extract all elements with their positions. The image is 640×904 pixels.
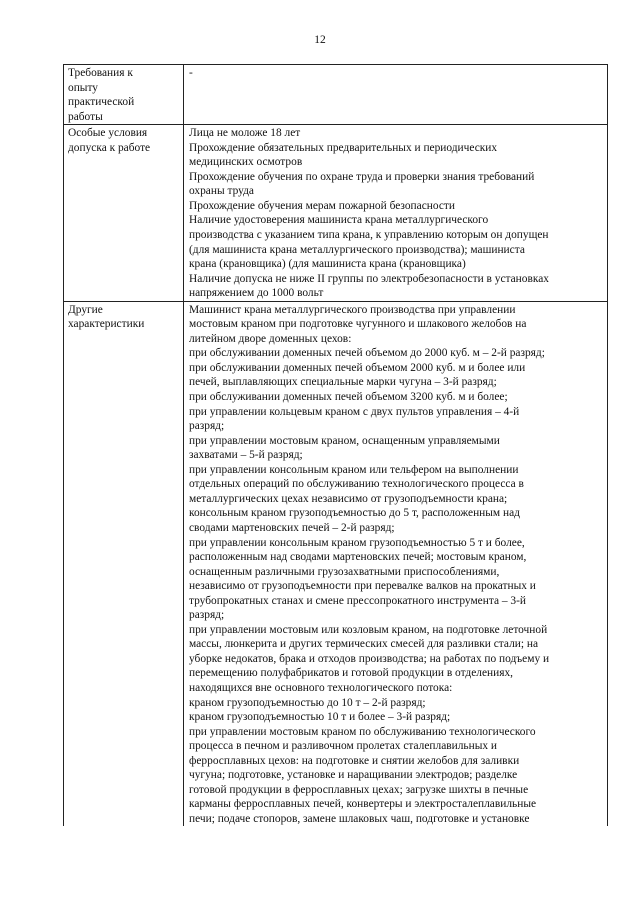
row-value-line: Лица не моложе 18 лет: [189, 127, 301, 140]
row-value-line: процесса в печном и разливочном пролетах сталеплавильных и: [189, 740, 497, 753]
row-value-cell: [184, 301, 608, 826]
row-value-line: Прохождение обучения мерам пожарной безопасности: [189, 199, 455, 212]
row-value-line: отдельных операций по обслуживанию технологического процесса в: [189, 478, 524, 491]
row-value-line: при управлении мостовым или козловым краном, на подготовке леточной: [189, 623, 548, 636]
row-value-line: при управлении кольцевым краном с двух пультов управления – 4-й: [189, 405, 520, 418]
table-row: [64, 65, 608, 125]
row-value-line: мостовым краном при подготовке чугунного и шлакового желобов на: [189, 318, 527, 331]
row-value-line: производства с указанием типа крана, к управлению которым он допущен: [189, 229, 549, 242]
row-value-line: Машинист крана металлургического производства при управлении: [189, 303, 516, 316]
row-value-line: карманы ферросплавных печей, конвертеры и электросталеплавильные: [189, 798, 537, 811]
table-body: [64, 65, 608, 827]
row-value-line: разряд;: [189, 420, 225, 433]
row-value-line: захватами – 5-й разряд;: [189, 449, 303, 462]
row-value-line: при обслуживании доменных печей объемом до 2000 куб. м – 2-й разряд;: [189, 347, 545, 360]
row-value-line: оснащенным различными грузозахватными приспособлениями,: [189, 565, 500, 578]
row-value-line: напряжением до 1000 вольт: [189, 287, 324, 300]
row-value-line: перемещению полуфабрикатов и готовой продукции в отделениях,: [189, 667, 513, 680]
row-value-line: при управлении мостовым краном, оснащенным управляемыми: [189, 434, 500, 447]
row-label-cell: [64, 65, 184, 125]
row-value-line: находящихся вне основного технологического потока:: [189, 681, 453, 694]
row-value-line: литейном дворе доменных цехов:: [189, 332, 352, 345]
row-value-line: ферросплавных цехов: на подготовке и снятии желобов для заливки: [189, 754, 520, 767]
row-label-line: Особые условия: [68, 127, 148, 140]
row-value-line: Наличие удостоверения машиниста крана металлургического: [189, 214, 489, 227]
row-label-line: допуска к работе: [68, 141, 151, 154]
row-value-line: расположенным над сводами мартеновских печей; мостовым краном,: [189, 551, 527, 564]
row-value-cell: [184, 65, 608, 125]
row-label-line: Требования к: [68, 67, 133, 79]
row-value-line: при управлении мостовым краном по обслуживанию технологического: [189, 725, 536, 738]
row-value-line: при управлении консольным краном грузоподъемностью 5 т и более,: [189, 536, 525, 549]
row-label-line: Другие: [68, 303, 103, 316]
row-label-cell: [64, 301, 184, 826]
row-value-line: Прохождение обязательных предварительных и периодических: [189, 141, 498, 154]
row-value-line: печи; подаче стопоров, замене шлаковых чаш, подготовке и установке: [189, 812, 530, 825]
row-value-line: металлургических цехах независимо от грузоподъемности крана;: [189, 492, 508, 505]
row-label-line: практической: [68, 96, 135, 109]
row-value-line: уборке недокатов, брака и отходов производства; на работах по подъему и: [189, 652, 550, 665]
row-value-line: краном грузоподъемностью 10 т и более – 3-й разряд;: [189, 711, 451, 724]
row-value-line: сводами мартеновских печей – 2-й разряд;: [189, 521, 395, 534]
row-value-line: краном грузоподъемностью до 10 т – 2-й разряд;: [189, 696, 426, 709]
row-label-line: работы: [68, 110, 103, 123]
row-value-line: Наличие допуска не ниже II группы по электробезопасности в установках: [189, 272, 549, 285]
row-value-line: охраны труда: [189, 185, 254, 198]
table-row: [64, 301, 608, 826]
row-value-line: -: [189, 67, 193, 79]
row-value-line: при управлении консольным краном или тельфером на выполнении: [189, 463, 519, 476]
row-value-line: при обслуживании доменных печей объемом 3200 куб. м и более;: [189, 391, 508, 404]
row-value-line: массы, люнкерита и других термических смесей для разливки стали; на: [189, 638, 539, 651]
row-value-line: крана (крановщика) (для машиниста крана (крановщика): [189, 258, 466, 271]
table-row: [64, 125, 608, 302]
page-number: 12: [314, 34, 326, 46]
row-value-line: (для машиниста крана металлургического производства); машиниста: [189, 243, 525, 256]
row-value-line: Прохождение обучения по охране труда и проверки знания требований: [189, 170, 535, 183]
row-value-line: разряд;: [189, 609, 225, 622]
row-value-cell: [184, 125, 608, 302]
row-value-line: консольным краном грузоподъемностью до 5 т, расположенным над: [189, 507, 520, 520]
row-label-line: опыту: [68, 81, 98, 94]
qualification-table: [63, 64, 608, 826]
row-value-line: при обслуживании доменных печей объемом 2000 куб. м и более или: [189, 361, 526, 374]
row-value-line: трубопрокатных станах и смене прессопрокатного инструмента – 3-й: [189, 594, 526, 607]
row-label-cell: [64, 125, 184, 302]
row-value-line: медицинских осмотров: [189, 156, 303, 169]
row-label-line: характеристики: [68, 318, 145, 331]
row-value-line: независимо от грузоподъемности при перевалке валков на прокатных и: [189, 580, 536, 593]
row-value-line: чугуна; подготовке, установке и наращивании электродов; разделке: [189, 769, 518, 782]
row-value-line: печей, выплавляющих специальные марки чугуна – 3-й разряд;: [189, 376, 497, 389]
row-value-line: готовой продукции в ферросплавных цехах; загрузке шихты в печные: [189, 783, 529, 796]
